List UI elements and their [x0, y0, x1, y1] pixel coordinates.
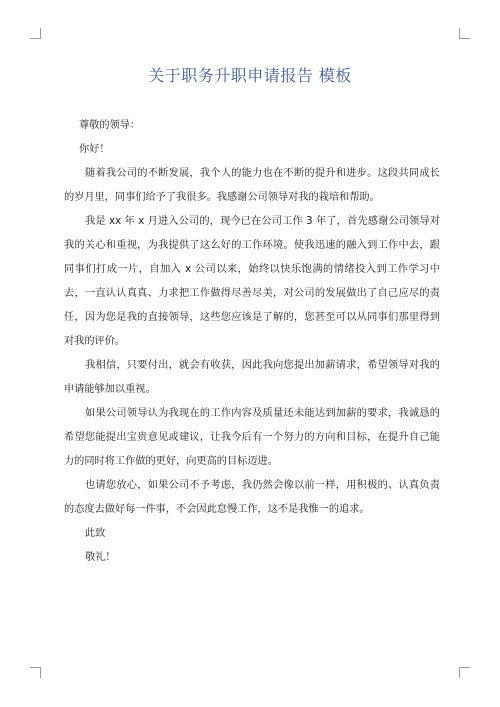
closing-line-2: 敬礼！ [85, 552, 116, 563]
closing-line-1: 此致 [85, 528, 106, 539]
crop-mark-bottom-left [30, 667, 41, 678]
paragraph-1: 随着我公司的不断发展，我个人的能力也在不断的提升和进步。这段共同成长的岁月里，同事们给予了我很多。我感谢公司领导对我的栽培和帮助。 [64, 168, 440, 203]
crop-mark-top-left [30, 28, 41, 39]
paragraph-2: 我是 xx 年 x 月进入公司的，现今已在公司工作 3 年了，首先感谢公司领导对我的关心和重视，为我提供了这么好的工作环境。使我迅速的融入到工作中去，跟同事们打成一片，自加入 x 公司以来，始终以快乐饱满的情绪投入到工作学习中去，一直认认真真、力求把工作做得尽善尽美，对公司的发展做出了自己应尽的责任，因为您是我的直接领导，这些您应该是了解的，您甚至可以从同事们那里得到对我的评价。 [64, 216, 440, 347]
greeting-hello: 你好！ [79, 144, 110, 155]
document-title: 关于职务升职申请报告 模板 [148, 66, 352, 85]
crop-mark-top-right [459, 28, 470, 39]
salutation: 尊敬的领导： [79, 120, 141, 131]
crop-mark-bottom-right [459, 667, 470, 678]
paragraph-4: 如果公司领导认为我现在的工作内容及质量还未能达到加薪的要求，我诚恳的希望您能提出宝贵意见或建议，让我今后有一个努力的方向和目标，在提升自己能力的同时将工作做的更好，向更高的目标迈进。 [64, 408, 440, 467]
paragraph-3: 我相信，只要付出，就会有收获，因此我向您提出加薪请求，希望领导对我的申请能够加以重视。 [64, 360, 440, 395]
paragraph-5: 也请您放心，如果公司不予考虑，我仍然会像以前一样，用积极的、认真负责的态度去做好每一件事，不会因此怠慢工作，这不是我惟一的追求。 [64, 480, 440, 515]
document-body [64, 114, 440, 570]
